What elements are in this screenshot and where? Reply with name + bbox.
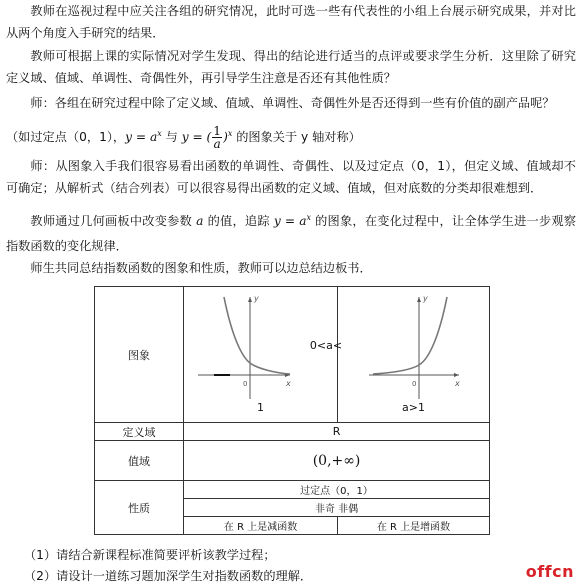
parity-value: 非奇 非偶 — [184, 499, 490, 517]
origin-label: 0 — [242, 380, 248, 388]
p6-mid: 的值，追踪 — [203, 214, 274, 229]
p4-mid: 与 — [161, 130, 182, 145]
formula-1: y = a — [125, 130, 158, 145]
x-axis-label: x — [454, 379, 460, 388]
paragraph-4 — [6, 119, 576, 152]
question-2: （2）请设计一道练习题加深学生对指数函数的理解． — [24, 569, 313, 583]
table-row-range — [95, 441, 490, 481]
left-monotonicity: 在 R 上是减函数 — [184, 517, 338, 535]
left-caption: 0<a< — [309, 339, 343, 352]
paragraph-2: 教师可根据上课的实际情况对学生发现、得出的结论进行适当的点评或要求学生分析．这里除了研究定义域、值域、单调性、奇偶性外，再引导学生注意是否还有其他性质？ — [6, 49, 576, 85]
formula-2-close: ) — [223, 130, 228, 145]
param-a: a — [196, 214, 204, 229]
table-row-fixed-point — [95, 481, 490, 499]
formula-3-exp: x — [306, 213, 311, 222]
decreasing-graph — [186, 287, 336, 419]
formula-2: y = ( — [181, 130, 212, 145]
domain-label: 定义域 — [95, 423, 184, 441]
formula-2-exp: x — [227, 129, 233, 138]
properties-table — [94, 286, 490, 535]
paragraph-7: 师生共同总结指数函数的图象和性质，教师可以边总结边板书． — [30, 261, 372, 275]
graph-cell-decreasing — [184, 287, 338, 423]
offcn-logo: offcn — [525, 562, 574, 581]
formula-1-exp: x — [157, 129, 162, 138]
formula-3: y = a — [273, 214, 307, 229]
paragraph-6 — [6, 205, 576, 259]
range-value — [184, 441, 490, 481]
table-row-graph — [95, 287, 490, 423]
fraction-denominator: a — [213, 137, 221, 152]
p6-lead: 教师通过几何画板中改变参数 — [30, 214, 197, 229]
range-value-text: (0,+∞) — [312, 452, 361, 469]
paragraph-5: 师：从图象入手我们很容易看出函数的单调性、奇偶性、以及过定点（0，1），但定义域、值域却不可确定；从解析式（结合列表）可以很容易得出函数的定义域、值域，但对底数的分类却很难想到． — [6, 159, 576, 195]
p4-lead: （如过定点（0，1）， — [6, 130, 126, 145]
range-label: 值域 — [95, 441, 184, 481]
y-axis-label: y — [422, 294, 428, 303]
fixed-point-value: 过定点（0，1） — [184, 481, 490, 499]
graph-cell-increasing — [309, 287, 490, 423]
p4-end: 的图象关于 y 轴对称） — [232, 130, 361, 145]
origin-label: 0 — [411, 380, 416, 388]
domain-value: R — [184, 423, 490, 441]
table-row-domain — [95, 423, 490, 441]
y-axis-label: y — [253, 294, 259, 303]
graph-label-cell: 图象 — [95, 287, 184, 423]
right-caption: a>1 — [402, 401, 425, 414]
x-axis-label: x — [285, 379, 291, 388]
left-value: 1 — [257, 401, 265, 414]
property-label: 性质 — [95, 481, 184, 535]
paragraph-1: 教师在巡视过程中应关注各组的研究情况，此时可选一些有代表性的小组上台展示研究成果，并对比从两个角度入手研究的结果． — [6, 4, 576, 40]
fraction — [212, 125, 222, 150]
question-1: （1）请结合新课程标准简要评析该教学过程； — [24, 548, 276, 562]
increasing-graph — [339, 287, 489, 419]
paragraph-3: 师：各组在研究过程中除了定义域、值域、单调性、奇偶性外是否还得到一些有价值的副产品呢？ — [30, 96, 555, 110]
fraction-numerator: 1 — [213, 124, 222, 139]
p6-end: 的图象，在变化过程中，让全体学生进一步观察指数函数的变化规律． — [6, 214, 577, 254]
right-monotonicity: 在 R 上是增函数 — [338, 517, 490, 535]
